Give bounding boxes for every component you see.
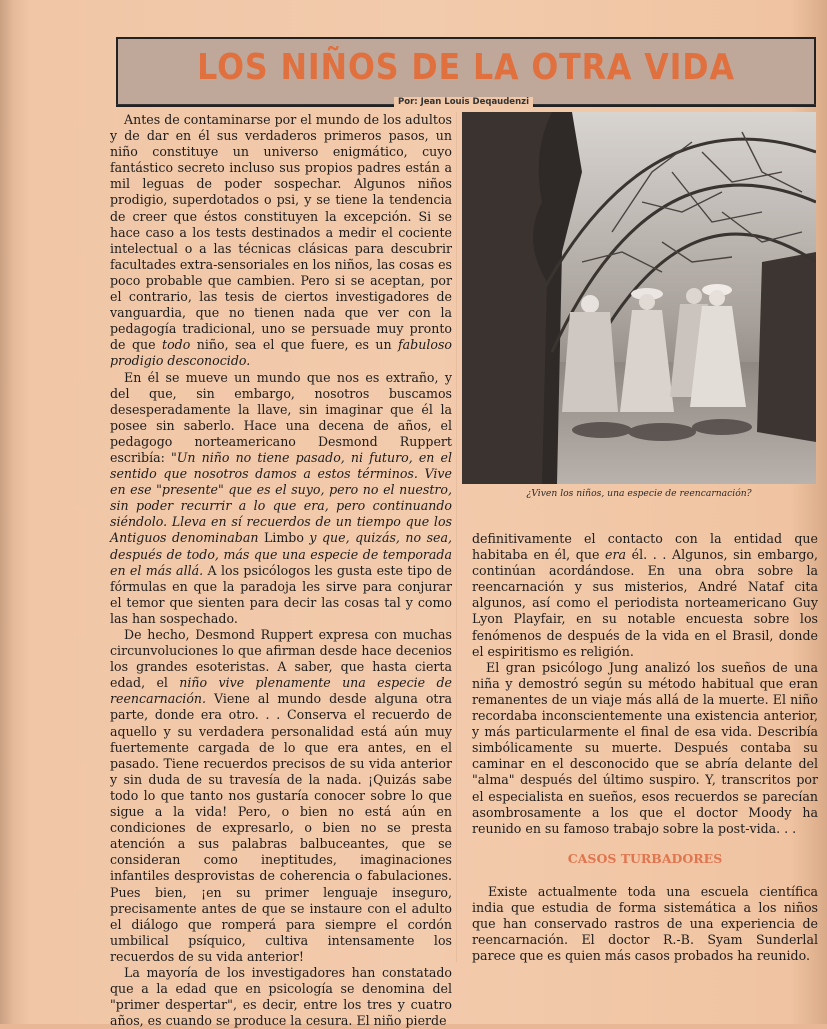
paragraph: El gran psicólogo Jung analizó los sueños de una niña y demostró según su método habitual que eran remanentes de un viaje más allá de la muerte. El niño recordaba inconscientemente una existencia anterior, y más particularmente el final de esa vida. Describía simbólicamente su muerte. Después contaba su caminar en el desconocido que se abría delante del "alma" después del último suspiro. Y, transcritos por el especialista en sueños, esos recuerdos se parecían asombrosamente a los que el doctor Moody ha reunido en su famoso trabajo sobre la post-vida. . . xyxy=(472,659,818,836)
emphasis: era xyxy=(605,547,627,563)
emphasis: niño vive plenamente una especie de reencarnación. xyxy=(110,675,452,707)
page-fold xyxy=(456,112,457,962)
text-run: niño, sea el que fuere, es un xyxy=(190,337,398,353)
byline: Por: Jean Louis Deqaudenzi xyxy=(394,97,533,107)
paragraph xyxy=(110,627,452,965)
article-title: LOS NIÑOS DE LA OTRA VIDA xyxy=(197,47,735,88)
article-photo xyxy=(462,112,816,484)
page-edge xyxy=(0,0,14,1024)
text-run: definitivamente el contacto con la entidad que habitaba en él, que xyxy=(472,531,818,563)
text-run: Antes de contaminarse por el mundo de los adultos y de dar en él sus verdaderos primeros pasos, un niño constituye un universo enigmático, cuyo fantástico secreto incluso sus propios padres están a mil leguas de poder sospechar. Algunos niños prodigio, superdotados o psi, y se tiene la tendencia de creer que éstos constituyen la excepción. Si se hace caso a los tests destinados a medir el cociente intelectual o a las técnicas clásicas para descubrir facultades extra-sensoriales en los niños, las cosas es poco probable que cambien. Pero si se aceptan, por el contrario, las tesis de ciertos investigadores de vanguardia, que no tienen nada que ver con la pedagogía tradicional, uno se persuade muy pronto de que xyxy=(110,112,452,353)
text-run: Limbo xyxy=(258,530,310,546)
paragraph xyxy=(110,370,452,628)
section-heading: CASOS TURBADORES xyxy=(567,851,723,866)
text-run: De hecho, Desmond Ruppert expresa con muchas circunvoluciones lo que afirman desde hace decenios los grandes esoteristas. A saber, que hasta cierta edad, el xyxy=(110,627,452,691)
column-right xyxy=(472,531,818,837)
quote: "Un niño no tiene pasado, ni futuro, en el sentido que nosotros damos a estos términos. Vive en ese "presente" que es el suyo, pero no el nuestro, sin poder recurrir a lo que era, pero continuando siéndolo. Lleva en sí recuerdos de un tiempo que los Antiguos denominaban xyxy=(110,449,452,546)
emphasis: fabuloso prodigio desconocido. xyxy=(110,337,452,369)
paragraph xyxy=(110,112,452,370)
text-run: En él se mueve un mundo que nos es extraño, y del que, sin embargo, nosotros buscamos desesperadamente la llave, sin imaginar que él la posee sin saberlo. Hace una decena de años, el pedagogo norteamericano Desmond Ruppert escribía: xyxy=(110,369,452,465)
paragraph: La mayoría de los investigadores han constatado que a la edad que en psicología se denomina del "primer despertar", es decir, entre los tres y cuatro años, es cuando se produce la cesura. El niño pierde xyxy=(110,964,452,1029)
paragraph xyxy=(472,531,818,660)
text-run: él. . . Algunos, sin embargo, continúan acordándose. En una obra sobre la reencarnación y sus misterios, André Nataf cita algunos, así como el periodista norteamericano Guy Lyon Playfair, en su notable encuesta sobre los fenómenos de después de la vida en el Brasil, donde el espiritismo es religión. xyxy=(472,547,818,659)
photo-illustration xyxy=(462,112,816,484)
text-run: A los psicólogos les gusta este tipo de fórmulas en que la paradoja les sirve para conjurar el temor que sienten para decir las cosas tal y como las han sospechado. xyxy=(110,562,452,626)
quote: y que, quizás, no sea, después de todo, más que una especie de temporada en el más allá. xyxy=(110,530,452,578)
text-run: Viene al mundo desde alguna otra parte, donde era otro. . . Conserva el recuerdo de aquello y su verdadera personalidad está aún muy fuertemente cargada de lo que era antes, en el pasado. Tiene recuerdos precisos de su vida anterior y sin duda de su travesía de la nada. ¡Quizás sabe todo lo que tanto nos gustaría conocer sobre lo que sigue a la vida! Pero, o bien no está aún en condiciones de expresarlo, o bien no se presta atención a sus palabras balbuceantes, que se consideran como ineptitudes, imaginaciones infantiles desprovistas de coherencia o fabulaciones. Pues bien, ¡en su primer lenguaje inseguro, precisamente antes de que se instaure con el adulto el diálogo que romperá para siempre el cordón umbilical psíquico, cultiva intensamente los recuerdos de su vida anterior! xyxy=(110,691,452,964)
photo-caption: ¿Viven los niños, una especie de reencarnación? xyxy=(526,488,752,499)
emphasis: todo xyxy=(162,337,191,353)
column-left xyxy=(110,112,452,1029)
paragraph: Existe actualmente toda una escuela científica india que estudia de forma sistemática a los niños que han conservado rastros de una experiencia de reencarnación. El doctor R.-B. Syam Sunderlal parece que es quien más casos probados ha reunido. xyxy=(472,884,818,964)
column-right-section xyxy=(472,884,818,964)
